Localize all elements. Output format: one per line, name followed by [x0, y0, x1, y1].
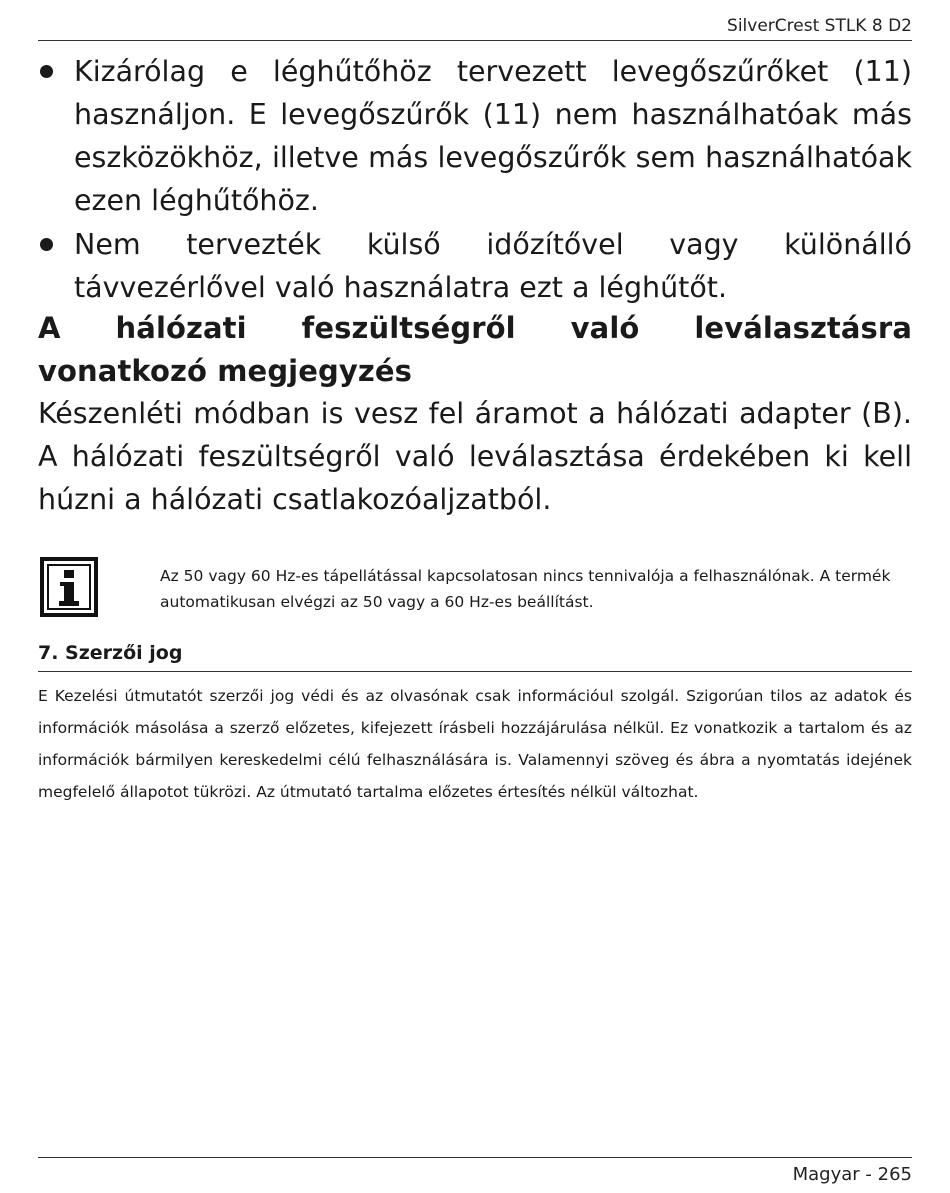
bullet-dot-icon [40, 65, 53, 78]
page-number-label: Magyar - 265 [792, 1164, 912, 1185]
page-footer [38, 1157, 912, 1188]
bullet-list [38, 50, 912, 309]
info-note-text: Az 50 vagy 60 Hz-es tápellátással kapcsolatosan nincs tennivalója a felhasználónak. A termék automatikusan elvégzi az 50 vagy a 60 Hz-es beállítást. [160, 567, 891, 611]
bullet-text: Kizárólag e léghűtőhöz tervezett levegőszűrőket (11) használjon. E levegőszűrők (11) nem használhatóak más eszközökhöz, illetve más levegőszűrők sem használhatóak ezen léghűtőhöz. [74, 55, 912, 217]
section-heading: A hálózati feszültségről való leválasztásra vonatkozó megjegyzés [38, 311, 912, 388]
standby-paragraph: Készenléti módban is vesz fel áramot a hálózati adapter (B). A hálózati feszültségről való leválasztása érdekében ki kell húzni a hálózati csatlakozóaljzatból. [38, 397, 912, 516]
page-header [38, 8, 912, 41]
section-title: 7. Szerzői jog [38, 642, 183, 664]
copyright-paragraph: E Kezelési útmutatót szerzői jog védi és az olvasónak csak információul szolgál. Szigorúan tilos az adatok és információk másolása a szerző előzetes, kifejezett írásbeli hozzájárulása nélkül. Ez vonatkozik a tartalom és az információk bármilyen kereskedelmi célú felhasználására is. Valamennyi szöveg és ábra a nyomtatás idejének megfelelő állapotot tükrözi. Az útmutató tartalma előzetes értesítés nélkül változhat. [38, 687, 912, 801]
bullet-item [38, 50, 912, 222]
bullet-item [38, 223, 912, 309]
bullet-dot-icon [40, 238, 53, 251]
brand-model-label: SilverCrest STLK 8 D2 [727, 16, 912, 36]
info-icon [40, 557, 120, 617]
bullet-text: Nem tervezték külső időzítővel vagy különálló távvezérlővel való használatra ezt a léghűtőt. [74, 228, 912, 304]
section-title-bar [38, 640, 912, 672]
